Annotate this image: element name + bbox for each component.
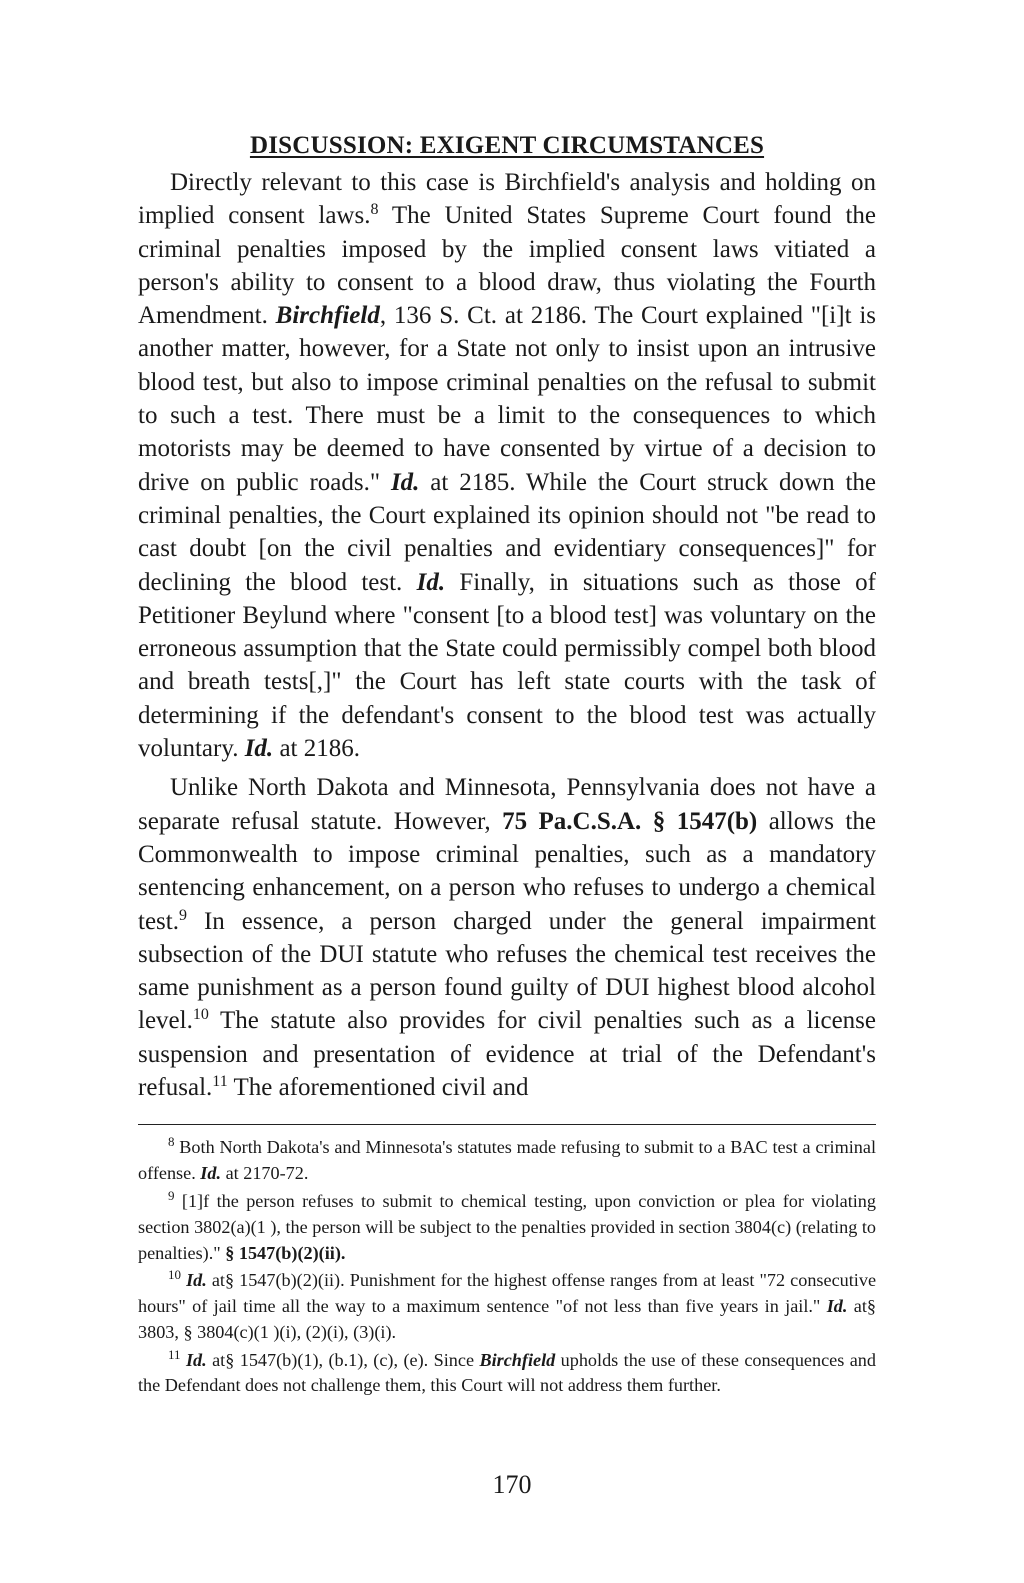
- paragraph-birchfield-analysis: [138, 166, 876, 765]
- footnote-ref-10[interactable]: 10: [192, 1006, 209, 1024]
- text-run: at 2185. While the Court struck down the criminal penalties, the Court explained its opinion should not "be read to cast doubt [on the civil penalties and evidentiary consequences]" for declining the blood test.: [138, 468, 877, 596]
- text-run: at§ 1547(b)(1), (b.1), (c), (e). Since: [206, 1349, 480, 1370]
- text-run: , 136 S. Ct. at 2186. The Court explained "[i]t is another matter, however, for a State not only to insist upon an intrusive blood test, but also to impose criminal penalties on the refusal to submit to such a test. There must be a limit to the consequences to which motorists may be deemed to have consented by virtue of a decision to drive on public roads.": [138, 302, 876, 496]
- footnote-ref-8[interactable]: 8: [370, 201, 379, 219]
- id-citation: Id.: [390, 468, 420, 496]
- footnote-8: [138, 1135, 876, 1187]
- footnote-ref-11[interactable]: 11: [212, 1073, 228, 1091]
- footnote-9: [138, 1189, 876, 1266]
- id-citation: Id.: [185, 1349, 207, 1370]
- footnote-10: [138, 1268, 876, 1345]
- text-run: The United States Supreme Court found the criminal penalties imposed by the implied consent laws vitiated a person's ability to consent to a blood draw, thus violating the Fourth Amendment.: [138, 202, 876, 330]
- text-run: Finally, in situations such as those of Petitioner Beylund where "consent [to a blood test] was voluntary on the erroneous assumption that the State could permissibly compel both blood and breath tests[,]" the Court has left state courts with the task of determining if the defendant's consent to the blood test was actually voluntary.: [138, 568, 877, 763]
- id-citation: Id.: [244, 735, 274, 763]
- text-run: Unlike North Dakota and Minnesota, Pennsylvania does not have a separate refusal statute. However,: [138, 774, 876, 835]
- id-citation: Id.: [186, 1270, 207, 1291]
- text-run: upholds the use of these consequences and the Defendant does not challenge them, this Court will not address them further.: [138, 1349, 876, 1396]
- footnote-11: [138, 1348, 876, 1400]
- id-citation: Id.: [416, 568, 446, 596]
- id-citation: Id.: [200, 1163, 222, 1184]
- text-run: Both North Dakota's and Minnesota's statutes made refusing to submit to a BAC test a criminal offense.: [138, 1137, 876, 1184]
- text-run: at§ 3803, § 3804(c)(1 )(i), (2)(i), (3)(i).: [138, 1296, 876, 1342]
- paragraph-pennsylvania-statute: [138, 771, 876, 1104]
- text-run: [1]f the person refuses to submit to chemical testing, upon conviction or plea for violating section 3802(a)(1 ), the person will be subject to the penalties provided in section 3804(c) (relating to penalties).": [138, 1190, 876, 1263]
- text-run: at 2186.: [273, 735, 360, 763]
- footnote-ref-9[interactable]: 9: [178, 906, 187, 924]
- section-heading: DISCUSSION: EXIGENT CIRCUMSTANCES: [249, 132, 765, 159]
- text-run: allows the Commonwealth to impose criminal penalties, such as a mandatory sentencing enhancement, on a person who refuses to undergo a chemical test.: [138, 807, 876, 935]
- statute-citation: § 1547(b)(2)(ii).: [225, 1242, 346, 1263]
- page-body: [138, 132, 876, 1401]
- text-run: Directly relevant to this case is Birchfield's analysis and holding on implied consent laws.: [138, 169, 876, 230]
- text-run: at§ 1547(b)(2)(ii). Punishment for the highest offense ranges from at least "72 consecutive hours" of jail time all the way to a maximum sentence "of not less than five years in jail.": [138, 1270, 877, 1317]
- text-run: The statute also provides for civil penalties such as a license suspension and presentation of evidence at trial of the Defendant's refusal.: [138, 1007, 876, 1102]
- text-run: at 2170-72.: [221, 1163, 309, 1184]
- text-run: The aforementioned civil and: [227, 1074, 529, 1102]
- case-name: Birchfield: [275, 302, 380, 330]
- footnote-number: 10: [168, 1267, 181, 1283]
- footnote-divider: [138, 1124, 876, 1125]
- text-run: In essence, a person charged under the general impairment subsection of the DUI statute who refuses the chemical test receives the same punishment as a person found guilty of DUI highest blood alcohol level.: [138, 907, 876, 1035]
- case-name: Birchfield: [479, 1349, 556, 1370]
- page-number: 170: [492, 1470, 532, 1499]
- statute-citation: 75 Pa.C.S.A. § 1547(b): [502, 807, 758, 835]
- footnote-number: 9: [168, 1187, 175, 1203]
- footnote-number: 8: [168, 1134, 175, 1150]
- id-citation: Id.: [826, 1296, 848, 1317]
- footnote-number: 11: [168, 1346, 181, 1362]
